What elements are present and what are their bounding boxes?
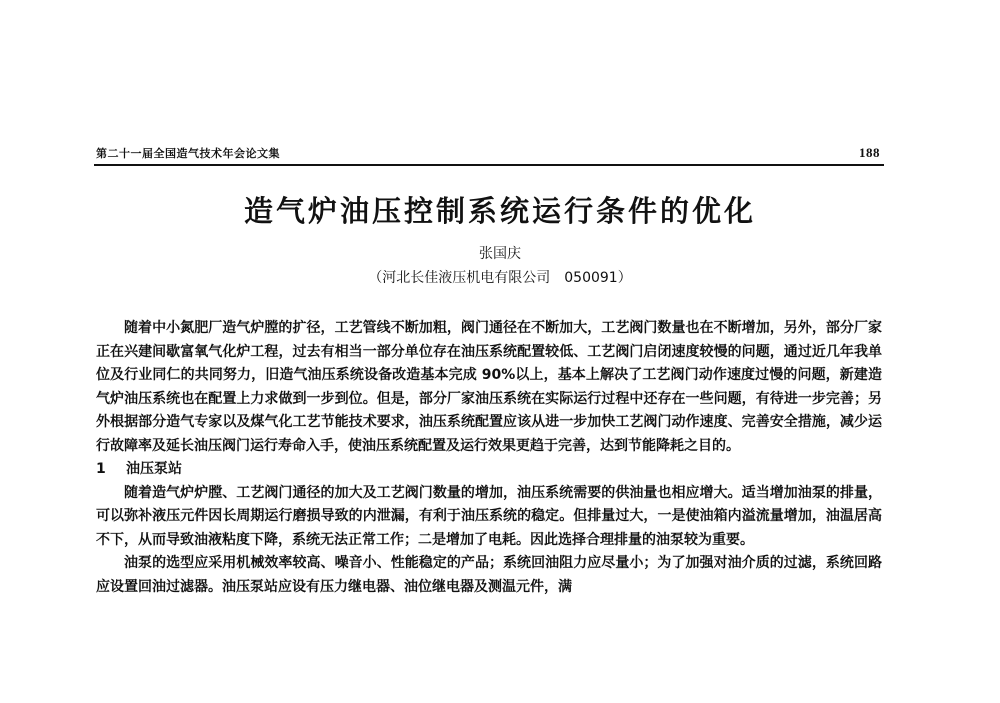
section-heading xyxy=(96,458,882,482)
article-title: 造气炉油压控制系统运行条件的优化 xyxy=(243,194,756,228)
section-title: 油压泵站 xyxy=(126,461,182,477)
author-name: 张国庆 xyxy=(479,246,521,262)
running-head xyxy=(96,145,882,161)
proceedings-title: 第二十一届全国造气技术年会论文集 xyxy=(96,147,280,160)
section-paragraph-2: 油泵的选型应采用机械效率较高、噪音小、性能稳定的产品；系统回油阻力应尽量小；为了加强对油介质的过滤，系统回路应设置回油过滤器。油压泵站应设有压力继电器、油位继电器及测温元件，满 xyxy=(96,555,882,595)
section-number: 1 xyxy=(96,461,106,477)
section-paragraph-1: 随着造气炉炉膛、工艺阀门通径的加大及工艺阀门数量的增加，油压系统需要的供油量也相应增大。适当增加油泵的排量，可以弥补液压元件因长周期运行磨损导致的内泄漏，有利于油压系统的稳定。但排量过大，一是使油箱内溢流量增加，油温居高不下，从而导致油液粘度下降，系统无法正常工作；二是增加了电耗。因此选择合理排量的油泵较为重要。 xyxy=(96,484,882,548)
header-rule xyxy=(94,164,884,166)
author-affiliation: （河北长佳液压机电有限公司 050091） xyxy=(368,270,632,286)
article-body xyxy=(96,317,882,599)
intro-paragraph: 随着中小氮肥厂造气炉膛的扩径，工艺管线不断加粗，阀门通径在不断加大，工艺阀门数量也在不断增加，另外，部分厂家正在兴建间歇富氧气化炉工程，过去有相当一部分单位存在油压系统配置较低、工艺阀门启闭速度较慢的问题，通过近几年我单位及行业同仁的共同努力，旧造气油压系统设备改造基本完成 90%以上，基本上解决了工艺阀门动作速度过慢的问题，新建造气炉油压系统也在配置上力求做到一步到位。但是，部分厂家油压系统在实际运行过程中还存在一些问题，有待进一步完善；另外根据部分造气专家以及煤气化工艺节能技术要求，油压系统配置应该从进一步加快工艺阀门动作速度、完善安全措施，减少运行故障率及延长油压阀门运行寿命入手，使油压系统配置及运行效果更趋于完善，达到节能降耗之目的。 xyxy=(96,320,882,454)
page-number: 188 xyxy=(859,145,880,160)
